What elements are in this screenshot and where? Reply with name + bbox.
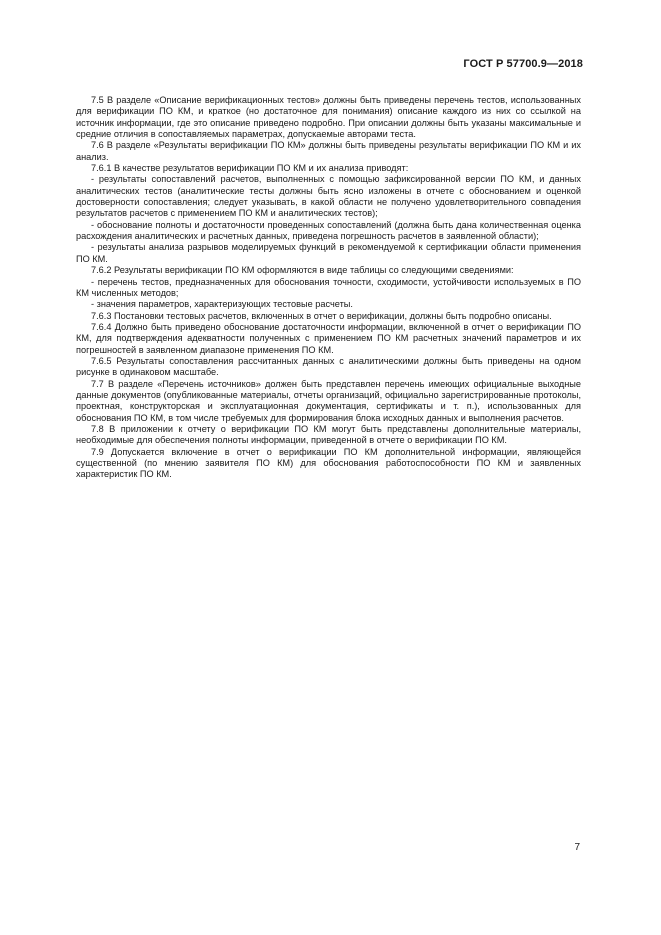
paragraph-7-6-1: 7.6.1 В качестве результатов верификации ПО КМ и их анализа приводят: xyxy=(91,163,409,174)
paragraph-7-5: 7.5 В разделе «Описание верификационных тестов» должны быть приведены перечень тестов, использованных для верификации ПО КМ, и краткое (но достаточное для понимания) описание каждого из них со ссылкой на источник информации, где это описание приведено подробно. При описании должны быть указаны максимальные и средние отличия в сопоставляемых параметрах, допускаемые авторами теста. xyxy=(76,95,581,140)
paragraph-7-7: 7.7 В разделе «Перечень источников» должен быть представлен перечень имеющих официальные выходные данные документов (опубликованные материалы, отчеты организаций, официально зарегистрированные протоколы, проектная, конструкторская и эксплуатационная документация, сертификаты и т. п.), использованных для обоснования ПО КМ, в том числе требуемых для формирования блока исходных данных и выполнения расчетов. xyxy=(76,378,581,423)
paragraph-7-9: 7.9 Допускается включение в отчет о верификации ПО КМ дополнительной информации, являющейся существенной (по мнению заявителя ПО КМ) для обоснования работоспособности ПО КМ и заявленных характеристик ПО КМ. xyxy=(76,446,581,480)
page-number: 7 xyxy=(574,842,580,853)
list-item: - результаты сопоставлений расчетов, выполненных с помощью зафиксированной версии ПО КМ, и данных аналитических тестов (аналитические тесты должны быть ясно изложены в отчете с обоснованием и оценкой достоверности сопоставления; следует указывать, в какой области не получено удовлетворительного совпадения результатов расчетов с применением ПО КМ и аналитических тестов); xyxy=(76,174,581,219)
document-code: ГОСТ Р 57700.9—2018 xyxy=(463,58,583,70)
list-item: - значения параметров, характеризующих тестовые расчеты. xyxy=(91,299,353,310)
paragraph-7-6-5: 7.6.5 Результаты сопоставления рассчитанных данных с аналитическими должны быть приведены на одном рисунке в одинаковом масштабе. xyxy=(76,355,581,378)
paragraph-7-8: 7.8 В приложении к отчету о верификации ПО КМ могут быть представлены дополнительные материалы, необходимые для обеспечения полноты информации, приведенной в отчете о верификации ПО КМ. xyxy=(76,423,581,446)
list-item: - обоснование полноты и достаточности проведенных сопоставлений (должна быть дана количественная оценка расхождения аналитических и расчетных данных, приведена погрешность расчетов в заявленной области); xyxy=(76,219,581,242)
list-item: - результаты анализа разрывов моделируемых функций в рекомендуемой к сертификации области применения ПО КМ. xyxy=(76,242,581,264)
paragraph-7-6: 7.6 В разделе «Результаты верификации ПО КМ» должны быть приведены результаты верификации ПО КМ и их анализ. xyxy=(76,140,581,162)
document-body xyxy=(76,95,581,481)
paragraph-7-6-4: 7.6.4 Должно быть приведено обоснование достаточности информации, включенной в отчет о верификации ПО КМ, для подтверждения адекватности полученных с применением ПО КМ расчетных значений параметров и их погрешностей в заявленном диапазоне применения ПО КМ. xyxy=(76,321,581,355)
paragraph-7-6-2: 7.6.2 Результаты верификации ПО КМ оформляются в виде таблицы со следующими сведениями: xyxy=(91,265,514,276)
list-item: - перечень тестов, предназначенных для обоснования точности, сходимости, устойчивости используемых в ПО КМ численных методов; xyxy=(76,276,581,298)
paragraph-7-6-3: 7.6.3 Постановки тестовых расчетов, включенных в отчет о верификации, должны быть подробно описаны. xyxy=(91,310,552,321)
